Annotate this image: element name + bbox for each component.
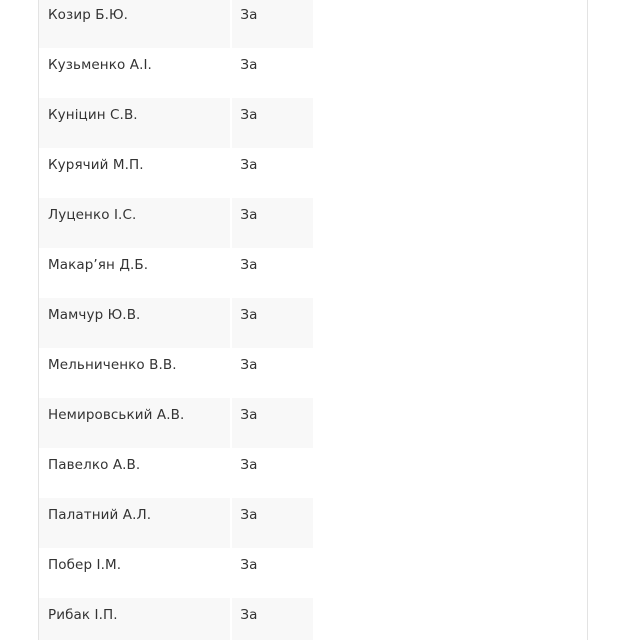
deputy-name: Мамчур Ю.В. xyxy=(39,298,232,348)
vote-value: За xyxy=(232,298,313,348)
vote-value: За xyxy=(232,548,313,598)
table-row xyxy=(39,48,313,98)
table-row xyxy=(39,598,313,640)
deputy-name: Кузьменко А.І. xyxy=(39,48,232,98)
vote-value: За xyxy=(232,98,313,148)
vote-results-table xyxy=(39,0,313,640)
table-row xyxy=(39,248,313,298)
deputy-name: Рибак І.П. xyxy=(39,598,232,640)
deputy-name: Курячий М.П. xyxy=(39,148,232,198)
vote-value: За xyxy=(232,48,313,98)
deputy-name: Куніцин С.В. xyxy=(39,98,232,148)
vote-value: За xyxy=(232,148,313,198)
deputy-name: Немировський А.В. xyxy=(39,398,232,448)
deputy-name: Мельниченко В.В. xyxy=(39,348,232,398)
deputy-name: Луценко І.С. xyxy=(39,198,232,248)
vote-value: За xyxy=(232,498,313,548)
vote-value: За xyxy=(232,398,313,448)
vote-value: За xyxy=(232,598,313,640)
table-row xyxy=(39,448,313,498)
deputy-name: Побер І.М. xyxy=(39,548,232,598)
deputy-name: Павелко А.В. xyxy=(39,448,232,498)
vote-value: За xyxy=(232,448,313,498)
vote-value: За xyxy=(232,0,313,48)
table-row xyxy=(39,98,313,148)
table-row xyxy=(39,348,313,398)
vote-results-body xyxy=(39,0,313,640)
vote-value: За xyxy=(232,198,313,248)
deputy-name: Макар’ян Д.Б. xyxy=(39,248,232,298)
table-row xyxy=(39,198,313,248)
table-row xyxy=(39,548,313,598)
deputy-name: Палатний А.Л. xyxy=(39,498,232,548)
table-row xyxy=(39,0,313,48)
table-row xyxy=(39,498,313,548)
table-row xyxy=(39,148,313,198)
table-row xyxy=(39,298,313,348)
content-column xyxy=(38,0,588,640)
vote-value: За xyxy=(232,248,313,298)
deputy-name: Козир Б.Ю. xyxy=(39,0,232,48)
table-row xyxy=(39,398,313,448)
vote-value: За xyxy=(232,348,313,398)
